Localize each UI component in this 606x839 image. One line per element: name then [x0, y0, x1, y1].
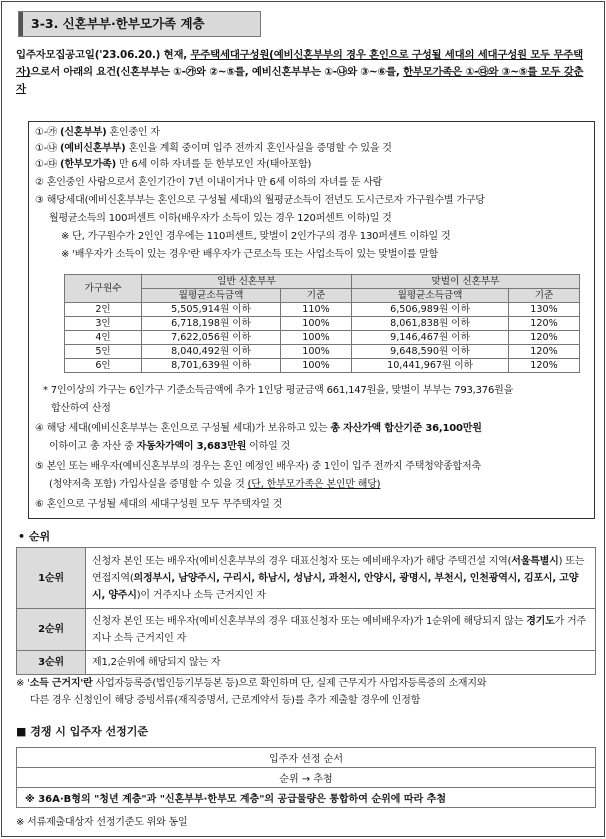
- criterion-3-note1: ※ 단, 가구원수가 2인인 경우에는 110퍼센트, 맞벌이 2인가구의 경우 130퍼센트 이하일 것: [61, 231, 451, 242]
- criterion-1c: ①-㉰ (한부모가족) 만 6세 이하 자녀를 둔 한부모인 자(태아포함): [35, 159, 312, 170]
- criterion-5-line1: ⑤ 본인 또는 배우자(예비신혼부부의 경우는 혼인 예정인 배우자) 중 1인이 입주 전까지 주택청약종합저축: [35, 461, 481, 472]
- priority-desc-1: 신청자 본인 또는 배우자(예비신혼부부의 경우 대표신청자 또는 예비배우자)가 해당 주택건설 지역(서울특별시) 또는 연접지역(의정부시, 남양주시, 구리시, 하남시, 성남시, 과천시, 안양시, 광명시, 부천시, 인천광역시, 김포시, 고양시, 양주시)이 거주지나 소득 근거지인 자: [86, 548, 596, 609]
- selection-order: 순위 → 추첨: [17, 768, 596, 788]
- table-row: 3인 6,718,198원 이하 100% 8,061,838원 이하 120%: [65, 317, 580, 331]
- criterion-4-line1: ④ 해당 세대(예비신혼부부는 혼인으로 구성될 세대)가 보유하고 있는 총 자산가액 합산기준 36,100만원: [35, 423, 482, 434]
- criterion-1a: ①-㉮ (신혼부부) 혼인중인 자: [35, 127, 160, 138]
- criterion-4-line2: 이하이고 총 자산 중 자동차가액이 3,683만원 이하일 것: [49, 441, 291, 452]
- income-footnote-line2: 합산하여 산정: [51, 403, 111, 414]
- section-title: 3-3. 신혼부부·한부모가족 계층: [18, 11, 261, 37]
- priority-label-2: 2순위: [17, 609, 86, 651]
- order-heading: • 순위: [18, 530, 51, 543]
- criterion-3-note2: ※ '배우자가 소득이 있는 경우'란 배우자가 근로소득 또는 사업소득이 있는 맞벌이를 말함: [61, 249, 439, 260]
- priority-row-1: [17, 548, 596, 609]
- priority-table: [16, 547, 596, 675]
- selection-table: [16, 747, 596, 808]
- table-row: 6인 8,701,639원 이하 100% 10,441,967원 이하 120%: [65, 359, 580, 373]
- table-row: 4인 7,622,056원 이하 100% 9,146,467원 이하 120%: [65, 331, 580, 345]
- table-row: 5인 8,040,492원 이하 100% 9,648,590원 이하 120%: [65, 345, 580, 359]
- table-row: 2인 5,505,914원 이하 110% 6,506,989원 이하 130%: [65, 303, 580, 317]
- criterion-6: ⑥ 혼인으로 구성될 세대의 세대구성원 모두 무주택자일 것: [35, 499, 283, 510]
- criterion-2: ② 혼인중인 사람으로서 혼인기간이 7년 이내이거나 만 6세 이하의 자녀를 둔 사람: [35, 177, 383, 188]
- priority-label-3: 3순위: [17, 651, 86, 675]
- selection-header: 입주자 선정 순서: [17, 748, 596, 768]
- priority-desc-2: 신청자 본인 또는 배우자(예비신혼부부의 경우 대표신청자 또는 예비배우자)가 1순위에 해당되지 않는 경기도가 거주지나 소득 근거지인 자: [86, 609, 596, 651]
- intro-date: 입주자모집공고일('23.06.20.) 현재,: [16, 49, 191, 61]
- footer-note: ※ 서류제출대상자 선정기준도 위와 동일: [16, 817, 188, 828]
- header-general-income: 월평균소득금액: [142, 289, 281, 303]
- priority-desc-3: 제1,2순위에 해당되지 않는 자: [86, 651, 596, 675]
- header-dual-income: 월평균소득금액: [352, 289, 509, 303]
- header-members: 가구원수: [65, 275, 142, 303]
- header-dual-standard: 기준: [509, 289, 580, 303]
- header-general-couple: 일반 신혼부부: [142, 275, 352, 289]
- income-base-note: ※ '소득 근거지'란 사업자등록증(법인등기부등본 등)으로 확인하며 단, 실제 근무지가 사업자등록증의 소재지와: [16, 678, 487, 689]
- intro-condition-requirements: 으로서 아래의 요건(신혼부부는 ①-㉮와 ②~⑤를, 예비신혼부부는 ①-㉯와 ③~⑥를,: [30, 66, 404, 78]
- criterion-3-line1: ③ 해당세대(예비신혼부부는 혼인으로 구성될 세대)의 월평균소득이 전년도 도시근로자 가구원수별 가구당: [35, 195, 485, 206]
- criterion-5-line2: (청약저축 포함) 가입사실을 증명할 수 있을 것 (단, 한부모가족은 본인만 해당): [49, 479, 381, 490]
- priority-row-2: [17, 609, 596, 651]
- header-general-standard: 기준: [281, 289, 352, 303]
- intro-paragraph: [16, 47, 596, 98]
- criterion-1b: ①-㉯ (예비신혼부부) 혼인을 계획 중이며 입주 전까지 혼인사실을 증명할 수 있을 것: [35, 143, 392, 154]
- header-dual-income-couple: 맞벌이 신혼부부: [352, 275, 580, 289]
- page: [1, 1, 605, 837]
- criterion-3-line2: 월평균소득의 100퍼센트 이하(배우자가 소득이 있는 경우 120퍼센트 이하)일 것: [49, 213, 392, 224]
- priority-label-1: 1순위: [17, 548, 86, 609]
- selection-heading: ■ 경쟁 시 입주자 선정기준: [16, 725, 148, 738]
- selection-note: ※ 36A·B형의 "청년 계층"과 "신혼부부·한부모 계층"의 공급물량은 통합하여 순위에 따라 추첨: [17, 788, 596, 808]
- income-table: [64, 274, 580, 373]
- priority-row-3: [17, 651, 596, 675]
- income-base-note-line2: 다른 경우 신청인이 해당 증빙서류(재직증명서, 근로계약서 등)를 추가 제출할 경우에 인정함: [30, 695, 421, 706]
- intro-condition-single-parent: 한부모가족은 ①-㉰와 ③~⑤를 모두 갖춘 자: [16, 66, 584, 95]
- income-footnote-line1: * 7인이상의 가구는 6인가구 기준소득금액에 추가 1인당 평균금액 661,147원을, 맞벌이 부부는 793,376원을: [43, 385, 514, 396]
- intro-condition-homeless: 무주택세대구성원(예비신혼부부의 경우 혼인으로 구성될 세대의 세대구성원 모두 무주택자): [16, 49, 583, 78]
